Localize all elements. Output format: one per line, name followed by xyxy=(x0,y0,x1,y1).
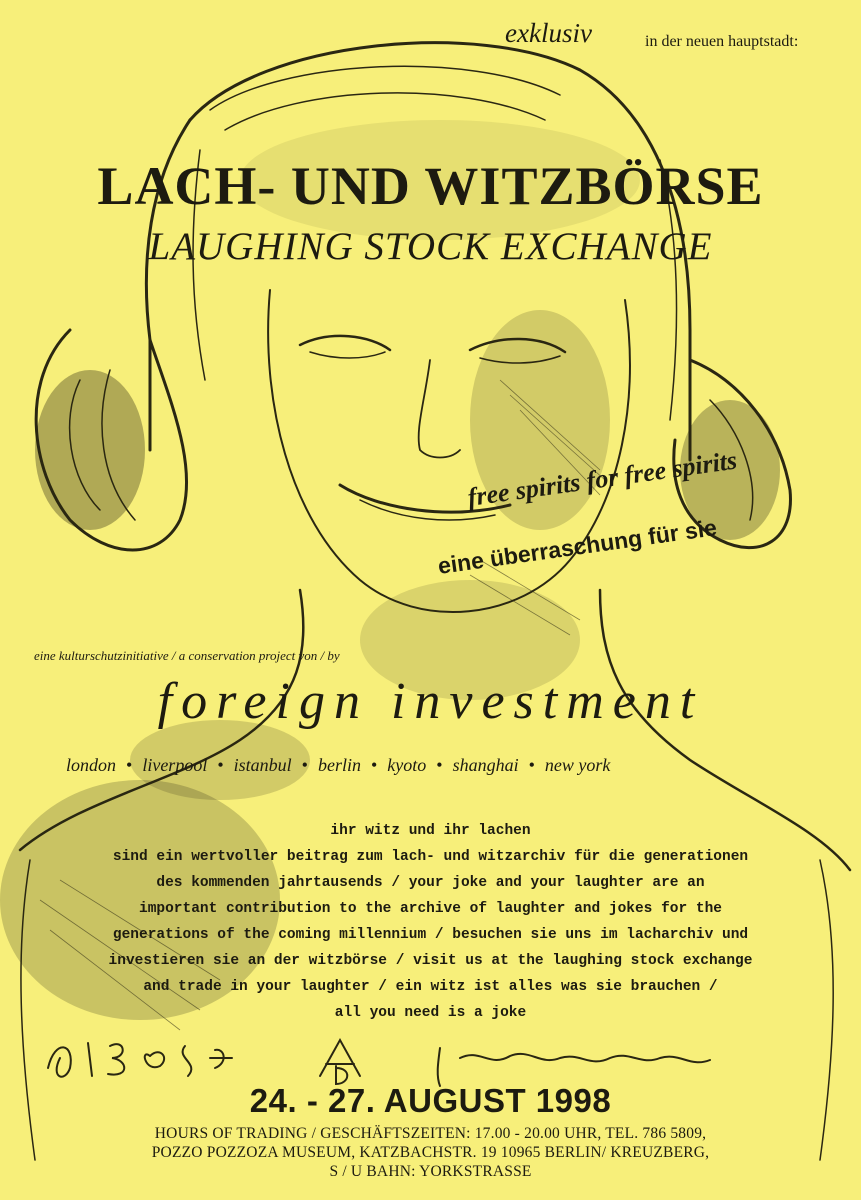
message-line: sind ein wertvoller beitrag zum lach- und witzarchiv für die generationen xyxy=(112,849,749,865)
city-separator: • xyxy=(217,755,224,775)
message-line: generations of the coming millennium / besuchen sie uns im lacharchiv und xyxy=(112,927,749,943)
exklusiv-label: exklusiv xyxy=(505,18,592,48)
city-separator: • xyxy=(528,755,535,775)
venue-line: POZZO POZZOZA MUSEUM, KATZBACHSTR. 19 10965 BERLIN/ KREUZBERG, xyxy=(151,1144,710,1161)
city-separator: • xyxy=(126,755,133,775)
city-new-york: new york xyxy=(544,755,611,775)
main-title: LACH- UND WITZBÖRSE xyxy=(97,156,764,216)
city-list xyxy=(66,755,610,776)
subtitle: LAUGHING STOCK EXCHANGE xyxy=(148,225,713,268)
message-line: ihr witz und ihr lachen xyxy=(330,823,531,839)
city-shanghai: shanghai xyxy=(452,755,519,775)
message-line: investieren sie an der witzbörse / visit us at the laughing stock exchange xyxy=(108,953,753,969)
city-separator: • xyxy=(301,755,308,775)
message-block xyxy=(40,818,821,1026)
venue-info xyxy=(0,1124,861,1181)
message-line: important contribution to the archive of laughter and jokes for the xyxy=(139,901,722,917)
event-dates: 24. - 27. AUGUST 1998 xyxy=(249,1082,612,1119)
hauptstadt-label: in der neuen hauptstadt: xyxy=(645,33,799,50)
city-separator: • xyxy=(436,755,443,775)
surprise-slogan: eine überraschung für sie xyxy=(436,514,719,580)
city-kyoto: kyoto xyxy=(387,755,427,775)
organization-name: foreign investment xyxy=(157,673,704,730)
venue-line: S / U BAHN: YORKSTRASSE xyxy=(329,1163,532,1180)
venue-line: HOURS OF TRADING / GESCHÄFTSZEITEN: 17.00 - 20.00 UHR, TEL. 786 5809, xyxy=(154,1125,707,1142)
free-spirits-slogan: free spirits for free spirits xyxy=(465,445,739,513)
message-line: all you need is a joke xyxy=(334,1005,527,1021)
message-line: des kommenden jahrtausends / your joke and your laughter are an xyxy=(156,875,705,891)
city-liverpool: liverpool xyxy=(142,755,208,775)
city-separator: • xyxy=(370,755,378,775)
project-line: eine kulturschutzinitiative / a conservation project von / by xyxy=(34,648,340,663)
handwritten-signature xyxy=(0,1028,861,1088)
city-berlin: berlin xyxy=(317,755,361,775)
message-line: and trade in your laughter / ein witz ist alles was sie brauchen / xyxy=(143,979,718,995)
city-istanbul: istanbul xyxy=(233,755,292,775)
city-london: london xyxy=(66,755,117,775)
